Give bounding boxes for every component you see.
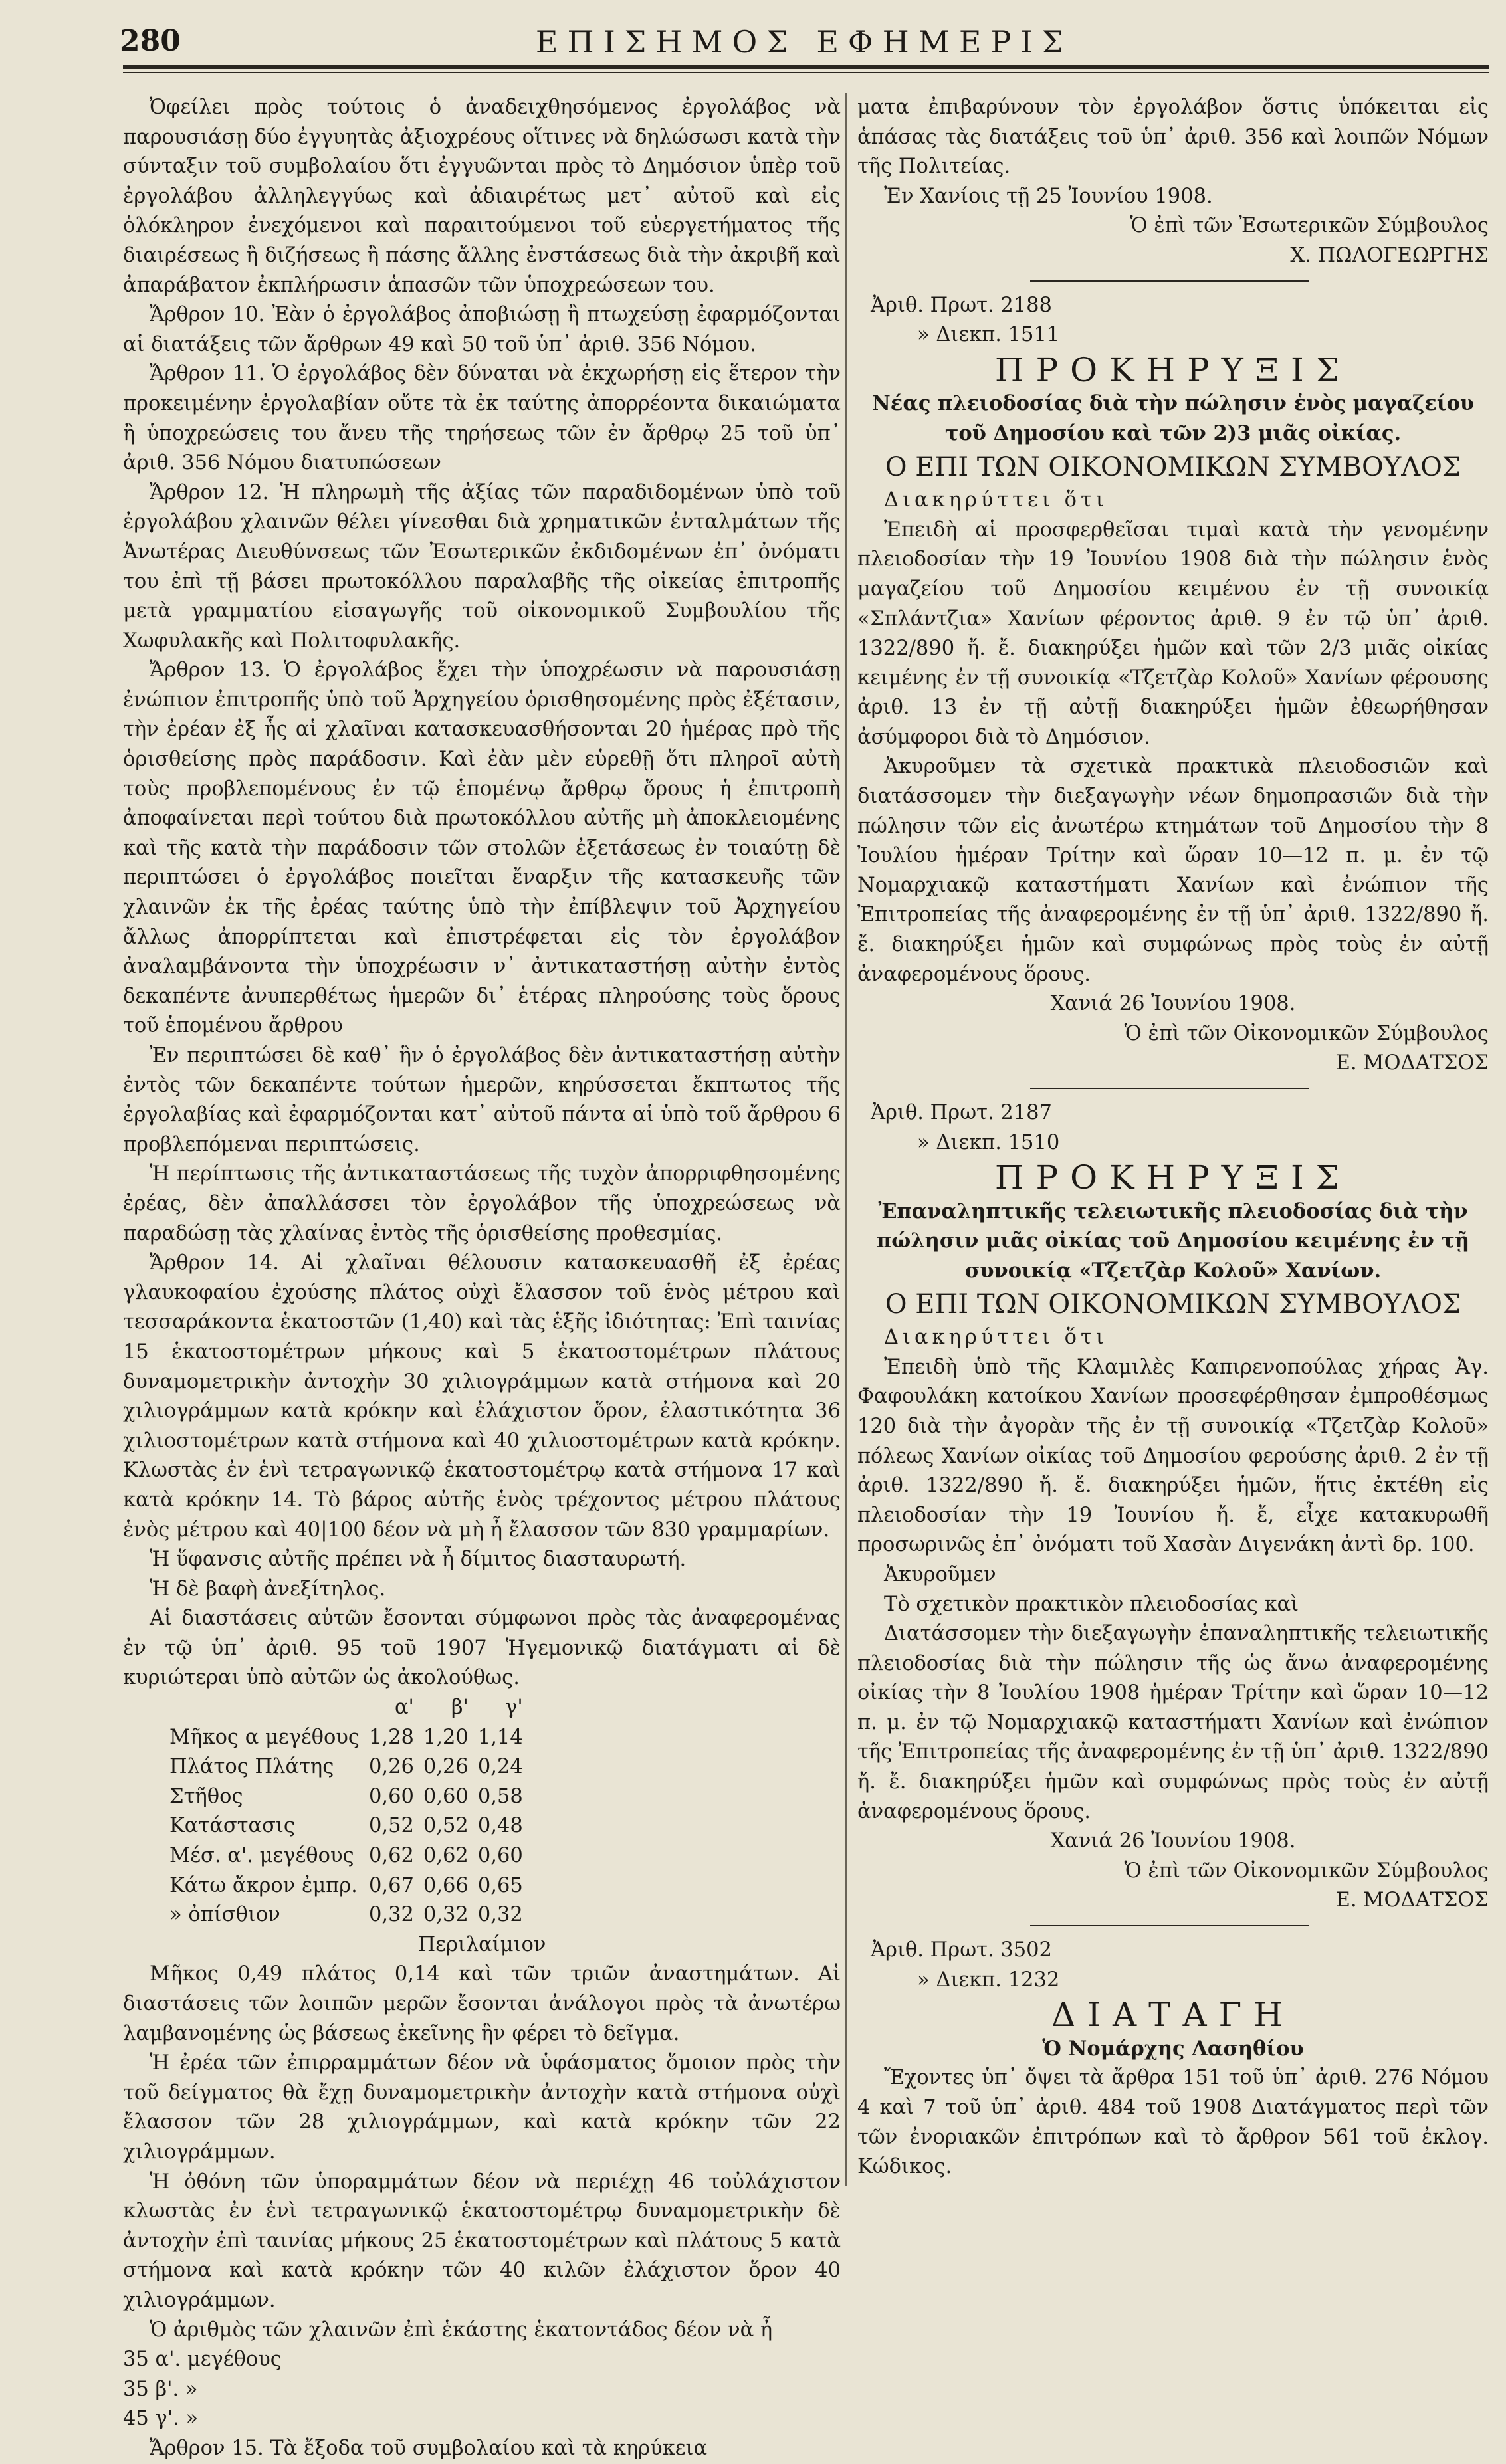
article-13-cont: Ἐν περιπτώσει δὲ καθ᾽ ἣν ὁ ἐργολάβος δὲν ἀντικαταστήσῃ αὐτὴν ἐντὸς τῶν δεκαπέντε τούτων ἡμερῶν, κηρύσσεται ἔκπτωτος τῆς ἐργολαβίας καὶ ἐφαρμόζονται κατ᾽ αὐτοῦ πάντα αἱ ὑπὸ τοῦ ἄρθρου 6 προβλεπόμεναι περιπτώσεις. [123, 1044, 841, 1156]
dim-label: » ὀπίσθιον [169, 1903, 280, 1927]
signatory-name: Ε. ΜΟΔΑΤΣΟΣ [1335, 1889, 1489, 1912]
dim-label: Στῆθος [169, 1784, 243, 1808]
dim-label: Κατάστασις [169, 1814, 296, 1838]
article-10: Ἄρθρον 10. Ἐὰν ὁ ἐργολάβος ἀποβιώσῃ ἢ πτωχεύσῃ ἐφαρμόζονται αἱ διατάξεις τῶν ἄρθρων 49 καὶ 50 τοῦ ὑπ᾽ ἀριθ. 356 Νόμου. [123, 303, 841, 356]
dim-c: 0,24 [477, 1755, 523, 1779]
table-row [169, 1752, 532, 1782]
dim-c: 0,65 [477, 1873, 523, 1897]
signatory-role: Ὁ ἐπὶ τῶν Ἐσωτερικῶν Σύμβουλος [1130, 214, 1489, 238]
table-row [169, 1693, 532, 1723]
dim-b: 0,32 [423, 1903, 469, 1927]
dim-a: 1,28 [369, 1725, 414, 1749]
proclamation-body-cont: Ἀκυροῦμεν τὰ σχετικὰ πρακτικὰ πλειοδοσιῶν καὶ διατάσσομεν τὴν διεξαγωγὴν νέων δημοπρασιῶν διὰ τὴν πώλησιν τῶν εἰς ἀνωτέρω κτημάτων τοῦ Δημοσίου τὴν 8 Ἰουλίου ἡμέραν Τρίτην καὶ ὥραν 10—12 π. μ. ἐν τῷ Νομαρχιακῷ καταστήματι Χανίων καὶ ἐνώπιον τῆς Ἐπιτροπείας τῆς ἀναφερομένης ἐν τῇ ὑπ᾽ ἀριθ. 1322/890 ἤ. ἔ. διακηρύξει ἡμῶν καὶ συμφώνως πρὸς τοὺς ἐν αὐτῇ ἀναφερομένους ὅρους. [857, 755, 1489, 986]
continuation-text: ματα ἐπιβαρύνουν τὸν ἐργολάβον ὅστις ὑπόκειται εἰς ἁπάσας τὰς διατάξεις τοῦ ὑπ᾽ ἀριθ. 356 καὶ λοιπῶν Νόμων τῆς Πολιτείας. [857, 96, 1489, 179]
annul-line: Ἀκυροῦμεν [884, 1562, 996, 1586]
dims-header-c: γ' [505, 1696, 523, 1720]
collar-paragraph: Μῆκος 0,49 πλάτος 0,14 καὶ τῶν τριῶν ἀναστημάτων. Αἱ διαστάσεις τῶν λοιπῶν μερῶν ἔσονται ἀνάλογοι πρὸς τὰ ἀνωτέρω λαμβανομένης ὡς βάσεως ἐκεῖνης ἣν φέρει τὸ δεῖγμα. [123, 1962, 841, 2045]
dim-a: 0,26 [369, 1755, 414, 1779]
proclamation-body-cont: Τὸ σχετικὸν πρακτικὸν πλειοδοσίας καὶ [884, 1592, 1299, 1616]
dim-b: 0,60 [423, 1784, 469, 1808]
header-rule [123, 65, 1489, 69]
signatory-role: Ὁ ἐπὶ τῶν Οἰκονομικῶν Σύμβουλος [1124, 1021, 1489, 1045]
authority-heading: Ο ΕΠΙ ΤΩΝ ΟΙΚΟΝΟΜΙΚΩΝ ΣΥΜΒΟΥΛΟΣ [885, 451, 1461, 482]
dim-a: 0,32 [369, 1903, 414, 1927]
dim-a: 0,62 [369, 1844, 414, 1868]
left-column [123, 93, 841, 2464]
article-11: Ἄρθρον 11. Ὁ ἐργολάβος δὲν δύναται νὰ ἐκχωρήσῃ εἰς ἕτερον τὴν προκειμένην ἐργολαβίαν οὔτε τὰ ἐκ ταύτης ἀπορρέοντα δικαιώματα ἢ ὑποχρεώσεις του ἄνευ τῆς τηρήσεως τῶν ἐν ἄρθρῳ 25 τοῦ ὑπ᾽ ἀριθ. 356 Νόμου διατυπώσεων [123, 362, 841, 475]
size-item: 35 β'. » [123, 2377, 198, 2401]
proclamation-title: ΠΡΟΚΗΡΥΞΙΣ [994, 350, 1352, 389]
dim-c: 1,14 [477, 1725, 523, 1749]
table-row [169, 1871, 532, 1901]
lining-paragraph: Ἡ ὀθόνη τῶν ὑποραμμάτων δέον νὰ περιέχῃ 46 τοὐλάχιστον κλωστὰς ἐν ἑνὶ τετραγωνικῷ ἑκατοστομέτρῳ δυναμομετρικὴν δὲ ἀντοχὴν ἐπὶ ταινίας μήκους 25 ἑκατοστομέτρων καὶ πλάτους 5 κατὰ στήμονα καὶ κατὰ κρόκην τῶν 40 κιλῶν ἐλάχιστον ὅρον 40 χιλιογράμμων. [123, 2170, 841, 2312]
dims-header-label [169, 1693, 369, 1723]
dim-b: 0,52 [423, 1814, 469, 1838]
proclamation-body: Ἐπειδὴ αἱ προσφερθεῖσαι τιμαὶ κατὰ τὴν γενομένην πλειοδοσίαν τὴν 19 Ἰουνίου 1908 διὰ τὴν πώλησιν ἑνὸς μαγαζείου τοῦ Δημοσίου κειμένου ἐν τῇ συνοικίᾳ «Σπλάντζια» Χανίων φέροντος ἀριθ. 9 ἐν τῷ ὑπ᾽ ἀριθ. 1322/890 ἤ. ἔ. διακηρύξει ἡμῶν καὶ τῶν 2/3 μιᾶς οἰκίας κειμένης ἐν τῇ συνοικίᾳ «Τζετζὰρ Κολοῦ» Χανίων φέρουσης ἀριθ. 13 ἐν τῇ αὐτῇ διακηρύξει ἡμῶν ἐθεωρήθησαν ἀσύμφοροι διὰ τὸ Δημόσιον. [857, 518, 1489, 749]
table-row [169, 1811, 532, 1841]
dim-label: Πλάτος Πλάτης [169, 1755, 334, 1779]
reference-dispatch: » Διεκπ. 1232 [917, 1968, 1060, 1992]
reference-dispatch: » Διεκπ. 1511 [917, 323, 1060, 347]
signatory-name: Χ. ΠΩΛΟΓΕΩΡΓΗΣ [1290, 243, 1489, 267]
dim-a: 0,60 [369, 1784, 414, 1808]
article-13-note: Ἡ περίπτωσις τῆς ἀντικαταστάσεως τῆς τυχὸν ἀπορριφθησομένης ἐρέας, δὲν ἀπαλλάσσει τὸν ἐργολάβον τῆς ὑποχρεώσεως νὰ παραδώσῃ τὰς χλαίνας ἐντὸς τῆς ὁρισθείσης προθεσμίας. [123, 1162, 841, 1245]
authority-heading: Ο ΕΠΙ ΤΩΝ ΟΙΚΟΝΟΜΙΚΩΝ ΣΥΜΒΟΥΛΟΣ [885, 1288, 1461, 1320]
header-rule-thin [123, 72, 1489, 73]
dim-label: Μῆκος α μεγέθους [169, 1725, 360, 1749]
dim-c: 0,58 [477, 1784, 523, 1808]
dim-c: 0,48 [477, 1814, 523, 1838]
signatory-role: Ὁ ἐπὶ τῶν Οἰκονομικῶν Σύμβουλος [1124, 1859, 1489, 1883]
article-15: Ἄρθρον 15. Τὰ ἔξοδα τοῦ συμβολαίου καὶ τὰ κηρύκεια [150, 2436, 708, 2460]
collar-heading: Περιλαίμιον [417, 1932, 546, 1956]
table-row [169, 1782, 532, 1812]
section-rule [1030, 1925, 1309, 1926]
paragraph: Ὀφείλει πρὸς τούτοις ὁ ἀναδειχθησόμενος ἐργολάβος νὰ παρουσιάσῃ δύο ἐγγυητὰς ἀξιοχρέους οἵτινες νὰ δηλώσωσι κατὰ τὴν σύνταξιν τοῦ συμβολαίου ὅτι ἐγγυῶνται πρὸς τὸ Δημόσιον ὑπὲρ τοῦ ἐργολάβου ἀλληλεγγύως καὶ ἀδιαιρέτως μετ᾽ αὐτοῦ καὶ εἰς ὁλόκληρον ἐνεχόμενοι καὶ παραιτούμενοι τοῦ εὐεργετήματος τῆς διαιρέσεως ἢ διζήσεως ἢ πάσης ἄλλης ἐνστάσεως διὰ τὴν ἀκριβῆ καὶ ἀπαράβατον ἐκπλήρωσιν ἁπασῶν τῶν ὑποχρεώσεων του. [123, 96, 841, 297]
proclamation-body-cont: Διατάσσομεν τὴν διεξαγωγὴν ἐπαναληπτικῆς τελειωτικῆς πλειοδοσίας διὰ τὴν πώλησιν τῆς ὡς ἄνω ἀναφερομένης οἰκίας τὴν 8 Ἰουλίου 1908 ἡμέραν Τρίτην καὶ ὥραν 10—12 π. μ. ἐν τῷ Νομαρχιακῷ καταστήματι Χανίων καὶ ἐνώπιον τῆς Ἐπιτροπείας τῆς ἀναφερομένης ἐν τῇ ὑπ᾽ ἀριθ. 1322/890 ἤ. ἔ. διακηρύξει ἡμῶν καὶ συμφώνως πρὸς τοὺς ἐν αὐτῇ ἀναφερομένους ὅρους. [857, 1622, 1489, 1823]
right-column [857, 93, 1489, 2182]
proclamation-subtitle: Νέας πλειοδοσίας διὰ τὴν πώλησιν ἑνὸς μαγαζείου τοῦ Δημοσίου καὶ τῶν 2)3 μιᾶς οἰκίας. [871, 391, 1475, 445]
size-item: 35 α'. μεγέθους [123, 2348, 282, 2372]
reference-protocol: Ἀριθ. Πρωτ. 2187 [871, 1101, 1052, 1124]
section-rule [1030, 280, 1309, 282]
column-divider [845, 93, 847, 2186]
weave-line: Ἡ ὕφανσις αὐτῆς πρέπει νὰ ἦ δίμιτος διασταυρωτή. [150, 1548, 687, 1572]
order-subtitle: Ὁ Νομάρχης Λασηθίου [1042, 2036, 1304, 2061]
dimensions-intro: Αἱ διαστάσεις αὐτῶν ἔσονται σύμφωνοι πρὸς τὰς ἀναφερομένας ἐν τῷ ὑπ᾽ ἀριθ. 95 τοῦ 1907 Ἡγεμονικῷ διατάγματι αἱ δὲ κυριώτεραι ὑπὸ αὐτῶν ὡς ἀκολούθως. [123, 1607, 841, 1690]
article-12: Ἄρθρον 12. Ἡ πληρωμὴ τῆς ἀξίας τῶν παραδιδομένων ὑπὸ τοῦ ἐργολάβου χλαινῶν θέλει γίνεσθαι διὰ χρηματικῶν ἐνταλμάτων τῆς Ἀνωτέρας Διευθύνσεως τῶν Ἐσωτερικῶν ἐκδιδομένων ἐπ᾽ ὀνόματι του ἐπὶ τῇ βάσει πρωτοκόλλου παραλαβῆς τῆς οἰκείας ἐπιτροπῆς μετὰ γραμματίου εἰσαγωγῆς τοῦ οἰκονομικοῦ Συμβουλίου τῆς Χωφυλακῆς καὶ Πολιτοφυλακῆς. [123, 480, 841, 653]
table-row [169, 1723, 532, 1753]
article-13: Ἄρθρον 13. Ὁ ἐργολάβος ἔχει τὴν ὑποχρέωσιν νὰ παρουσιάσῃ ἐνώπιον ἐπιτροπῆς ὑπὸ τοῦ Ἀρχηγείου ὁρισθησομένης πρὸς ἐξέτασιν, τὴν ἐρέαν ἐξ ἧς αἱ χλαῖναι κατασκευασθήσονται 20 ἡμέρας πρὸ τῆς ὁρισθείσης πρὸς παράδοσιν. Καὶ ἐὰν μὲν εὑρεθῇ ὅτι πληροῖ αὐτὴ τοὺς προβλεπομένους ἐν τῷ ἑπομένῳ ἄρθρῳ ὅρους ἡ ἐπιτροπὴ ἀποφαίνεται περὶ τούτου διὰ πρωτοκόλλου αὐτῆς μὴ ἀποκλειομένης καὶ τῆς κατὰ τὴν παράδοσιν τῶν στολῶν ἐξετάσεως ἐν τοιαύτῃ δὲ περιπτώσει ὁ ἐργολάβος ποιεῖται ἔναρξιν τῆς κατασκευῆς τῶν χλαινῶν ἐκ τῆς ἐρέας ταύτης ὑπὸ τὴν ἐπίβλεψιν τοῦ Ἀρχηγείου ἄλλως ἀπορρίπτεται καὶ ἐπιστρέφεται εἰς τὸν ἐργολάβον ἀναλαμβάνοντα τὴν ὑποχρέωσιν ν᾽ ἀντικαταστήσῃ αὐτὴν ἐντὸς δεκαπέντε ἀνυπερθέτως ἡμερῶν δι᾽ ἑτέρας πληρούσης τοὺς ὅρους τοῦ ἑπομένου ἄρθρου [123, 659, 841, 1038]
declares-line: Διακηρύττει ὅτι [884, 488, 1108, 512]
proclamation-subtitle: Ἐπαναληπτικῆς τελειωτικῆς πλειοδοσίας διὰ τὴν πώλησιν μιᾶς οἰκίας τοῦ Δημοσίου κειμένης ἐν τῇ συνοικίᾳ «Τζετζὰρ Κολοῦ» Χανίων. [876, 1199, 1470, 1283]
proclamation-body: Ἐπειδὴ ὑπὸ τῆς Κλαμιλὲς Καπιρενοπούλας χήρας Ἀγ. Φαφουλάκη κατοίκου Χανίων προσεφέρθησαν ἐμπροθέσμως 120 διὰ τὴν ἀγορὰν τῆς ἐν τῇ συνοικίᾳ «Τζετζὰρ Κολοῦ» πόλεως Χανίων οἰκίας τοῦ Δημοσίου φερούσης ἀριθ. 2 ἐν τῇ ἀριθ. 1322/890 ἤ. ἔ. διακηρύξει ἡμῶν, ἥτις ἐκτέθη εἰς πλειοδοσίαν τὴν 19 Ἰουνίου ἤ. ἔ, εἶχε κατακυρωθῆ προσωρινῶς ἐπ᾽ ὀνόματι τοῦ Χασὰν Διγενάκη ἀντὶ δρ. 100. [857, 1355, 1489, 1557]
reference-protocol: Ἀριθ. Πρωτ. 3502 [871, 1938, 1052, 1962]
date-line: Χανιά 26 Ἰουνίου 1908. [1050, 1829, 1296, 1853]
dim-b: 0,62 [423, 1844, 469, 1868]
date-line: Χανιά 26 Ἰουνίου 1908. [1050, 992, 1296, 1016]
signatory-name: Ε. ΜΟΔΑΤΣΟΣ [1335, 1051, 1489, 1075]
section-rule [1030, 1088, 1309, 1089]
dim-label: Μέσ. α'. μεγέθους [169, 1844, 354, 1868]
count-paragraph: Ὁ ἀριθμὸς τῶν χλαινῶν ἐπὶ ἑκάστης ἑκατοντάδος δέον νὰ ἦ [150, 2318, 773, 2342]
reference-dispatch: » Διεκπ. 1510 [917, 1130, 1060, 1154]
dimensions-table [169, 1693, 532, 1930]
dim-label: Κάτω ἄκρον ἐμπρ. [169, 1873, 358, 1897]
proclamation-title: ΠΡΟΚΗΡΥΞΙΣ [994, 1158, 1352, 1197]
dim-b: 0,26 [423, 1755, 469, 1779]
dim-a: 0,52 [369, 1814, 414, 1838]
table-row [169, 1841, 532, 1871]
declares-line: Διακηρύττει ὅτι [884, 1326, 1108, 1350]
dims-header-a: α' [394, 1696, 414, 1720]
article-14: Ἄρθρον 14. Αἱ χλαῖναι θέλουσιν κατασκευασθῆ ἐξ ἐρέας γλαυκοφαίου ἐχούσης πλάτος οὐχὶ ἔλασσον τοῦ ἑνὸς μέτρου καὶ τεσσαράκοντα ἑκατοστῶν (1,40) καὶ τὰς ἑξῆς ἰδιότητας: Ἐπὶ ταινίας 15 ἑκατοστομέτρων μήκους καὶ 5 ἑκατοστομέτρων πλάτους δυναμομετρικὴν ἀντοχὴν 30 χιλιογράμμων κατὰ στήμονα καὶ 20 χιλιογράμμων κατὰ κρόκην καὶ ἐλάχιστον ὅρον, ἐλαστικότητα 36 χιλιοστομέτρων κατὰ στήμονα καὶ 40 χιλιοστομέτρων κατὰ κρόκην. Κλωστὰς ἐν ἑνὶ τετραγωνικῷ ἑκατοστομέτρῳ κατὰ στήμονα 17 καὶ κατὰ κρόκην 14. Τὸ βάρος αὐτῆς ἑνὸς τρέχοντος μέτρου πλάτους ἑνὸς μέτρου καὶ 40|100 δέον νὰ μὴ ἦ ἔλασσον τῶν 830 γραμμαρίων. [123, 1251, 841, 1542]
date-line: Ἐν Χανίοις τῇ 25 Ἰουνίου 1908. [884, 184, 1213, 208]
size-item: 45 γ'. » [123, 2407, 199, 2431]
page-number: 280 [120, 24, 181, 58]
reference-protocol: Ἀριθ. Πρωτ. 2188 [871, 293, 1052, 317]
order-body: Ἔχοντες ὑπ᾽ ὄψει τὰ ἄρθρα 151 τοῦ ὑπ᾽ ἀριθ. 276 Νόμου 4 καὶ 7 τοῦ ὑπ᾽ ἀριθ. 484 τοῦ 1908 Διατάγματος περὶ τῶν τῶν ἐνοριακῶν ἐπιτρόπων καὶ τὸ ἄρθρον 561 τοῦ ἐκλογ. Κώδικος. [857, 2066, 1489, 2179]
table-row [169, 1900, 532, 1930]
dim-c: 0,32 [477, 1903, 523, 1927]
page-header [120, 24, 1489, 64]
dim-a: 0,67 [369, 1873, 414, 1897]
order-title: ΔΙΑΤΑΓΗ [1051, 1996, 1295, 2035]
dim-b: 1,20 [423, 1725, 469, 1749]
dim-c: 0,60 [477, 1844, 523, 1868]
masthead: ΕΠΙΣΗΜΟΣ ΕΦΗΜΕΡΙΣ [535, 24, 1073, 60]
dims-header-b: β' [451, 1696, 469, 1720]
patch-paragraph: Ἡ ἐρέα τῶν ἐπιρραμμάτων δέον νὰ ὑφάσματος ὅμοιον πρὸς τὴν τοῦ δείγματος θὰ ἔχῃ δυναμομετρικὴν ἀντοχὴν κατὰ στήμονα οὐχὶ ἔλασσον τῶν 28 χιλιογράμμων, καὶ κατὰ κρόκην τῶν 22 χιλιογράμμων. [123, 2051, 841, 2164]
dye-line: Ἡ δὲ βαφὴ ἀνεξίτηλος. [150, 1577, 386, 1601]
dim-b: 0,66 [423, 1873, 469, 1897]
